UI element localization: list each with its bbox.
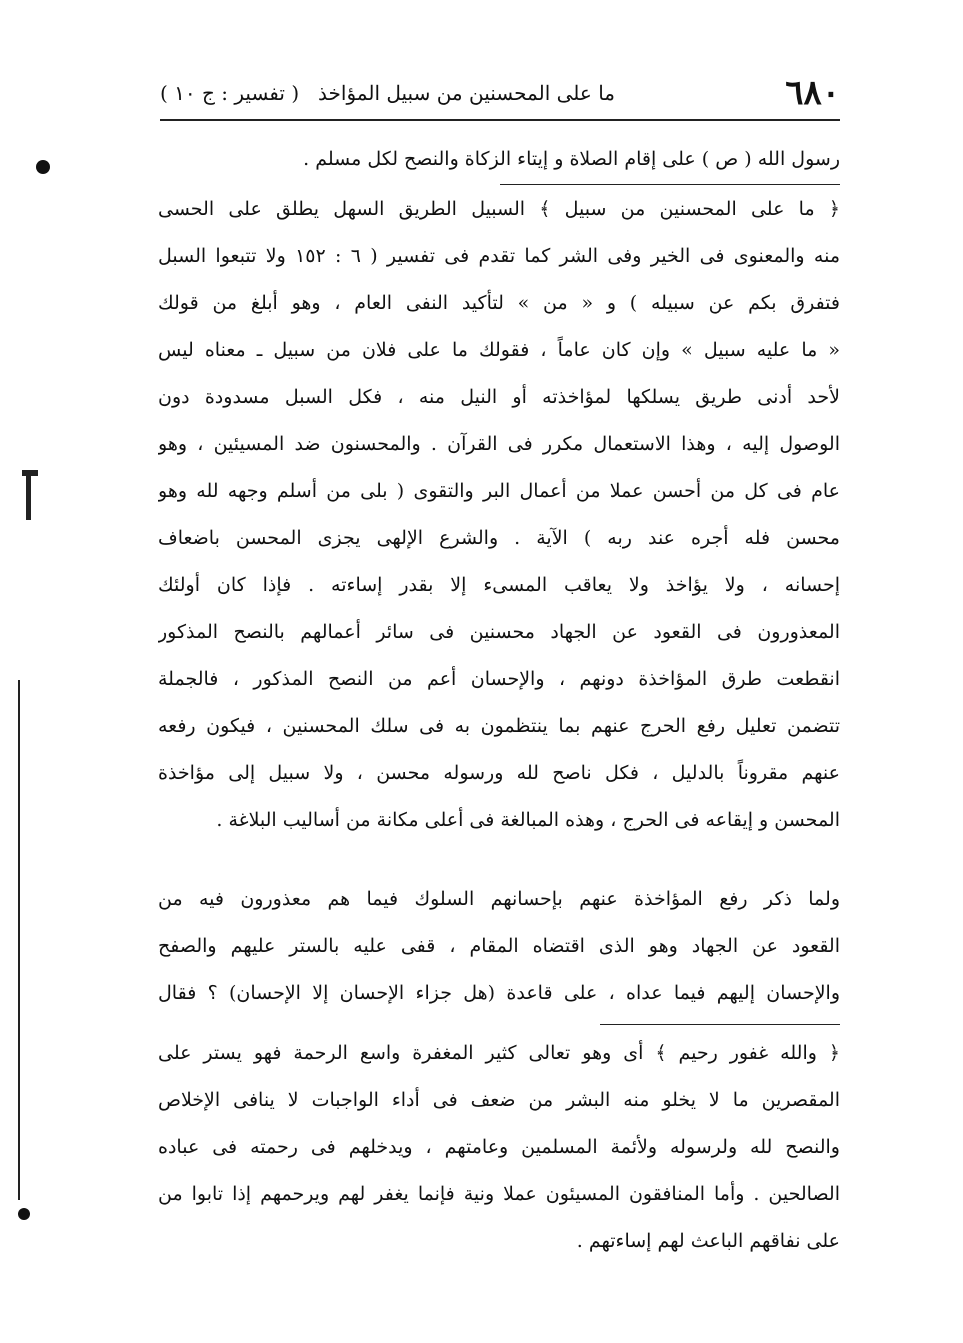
text-line: المعذورون فى القعود عن الجهاد محسنين فى سائر أعمالهم بالنصح المذكور bbox=[158, 621, 840, 643]
page-number: ٦٨٠ bbox=[785, 73, 840, 113]
page-header bbox=[160, 70, 840, 116]
text-line: « ما عليه سبيل » وإن كان عاماً ، فقولك ما على فلان من سبيل ـ معناه ليس bbox=[158, 339, 840, 361]
section-rule bbox=[600, 1024, 840, 1025]
scan-edge-mark bbox=[26, 470, 31, 520]
text-line: والإحسان إليهم فيما عداه ، على قاعدة (هل جزاء الإحسان إلا الإحسان) ؟ فقال bbox=[158, 982, 840, 1004]
text-line: المحسن و إيقاعه فى الحرج ، وهذه المبالغة فى أعلى مكانة من أساليب البلاغة . bbox=[216, 809, 840, 831]
text-line: عنهم مقروناً بالدليل ، فكل ناصح لله ورسوله محسن ، ولا سبيل إلى مؤاخذة bbox=[158, 762, 840, 784]
text-line: الصالحين . وأما المنافقون المسيئون عملا ونية فإنما يغفر لهم ويرحمهم إذا تابوا من bbox=[158, 1183, 840, 1205]
text-line: لأحد أدنى طريق يسلكها لمؤاخذته أو النيل منه ، فكل السبل مسدودة دون bbox=[158, 386, 840, 408]
text-line: فتفرق بكم عن سبيله ) و « من » لتأكيد النفى العام ، وهو أبلغ من قولك bbox=[158, 292, 840, 314]
text-line: ﴿ والله غفور رحيم ﴾ أى وهو تعالى كثير المغفرة واسع الرحمة فهو يستر على bbox=[158, 1042, 840, 1064]
text-line: والنصح لله ولرسوله ولأئمة المسلمين وعامتهم ، ويدخلهم فى رحمته فى عباده bbox=[158, 1136, 840, 1158]
paragraph-forgiveness-commentary bbox=[158, 1030, 840, 1265]
header-rule bbox=[160, 119, 840, 121]
text-line: القعود عن الجهاد وهو الذى اقتضاه المقام ، قفى عليه بالستر عليهم والصفح bbox=[158, 935, 840, 957]
text-line: الوصول إليه ، وهذا الاستعمال مكرر فى القرآن . والمحسنون ضد المسيئين ، وهو bbox=[158, 433, 840, 455]
text-line: إحسانه ، ولا يؤاخذ ولا يعاقب المسىء إلا بقدر إساءته . فإذا كان أولئك bbox=[158, 574, 840, 596]
section-rule bbox=[500, 184, 840, 185]
text-line: تتضمن تعليل رفع الحرج عنهم بما ينتظمون به فى سلك المحسنين ، فيكون رفعه bbox=[158, 715, 840, 737]
text-line: رسول الله ( ص ) على إقام الصلاة و إيتاء الزكاة والنصح لكل مسلم . bbox=[303, 148, 840, 170]
running-title: ما على المحسنين من سبيل المؤاخذ bbox=[318, 81, 615, 105]
binding-hole-mark bbox=[18, 1208, 30, 1220]
text-line: المقصرين ما لا يخلو منه البشر من ضعف فى أداء الواجبات لا ينافى الإخلاص bbox=[158, 1089, 840, 1111]
text-line: ولما ذكر رفع المؤاخذة عنهم بإحسانهم السلوك فيما هم معذورون فيه من bbox=[158, 888, 840, 910]
text-line: محسن فله أجره عند ربه ) الآية . والشرع الإلهى يجزى المحسن باضعاف bbox=[158, 527, 840, 549]
text-line: منه والمعنوى فى الخير وفى الشر كما تقدم فى تفسير ( ٦ : ١٥٢ ولا تتبعوا السبل bbox=[158, 245, 840, 267]
paragraph-forgiveness-intro bbox=[158, 876, 840, 1017]
paragraph-commentary bbox=[158, 186, 840, 844]
paragraph-continuation bbox=[158, 136, 840, 183]
scan-edge-line bbox=[18, 680, 20, 1200]
binding-hole-mark bbox=[36, 160, 50, 174]
text-line: ﴿ ما على المحسنين من سبيل ﴾ السبيل الطريق السهل يطلق على الحسى bbox=[158, 198, 840, 220]
scan-edge-mark bbox=[22, 470, 38, 476]
text-line: على نفاقهم الباعث لهم إساءتهم . bbox=[576, 1230, 840, 1252]
text-line: انقطعت طرق المؤاخذة دونهم ، والإحسان أعم من النصح المذكور ، فالجملة bbox=[158, 668, 840, 690]
running-reference: ( تفسير : ج ١٠ ) bbox=[160, 81, 300, 105]
text-line: عام فى كل من أحسن عملا من أعمال البر والتقوى ( بلى من أسلم وجهه لله وهو bbox=[158, 480, 840, 502]
